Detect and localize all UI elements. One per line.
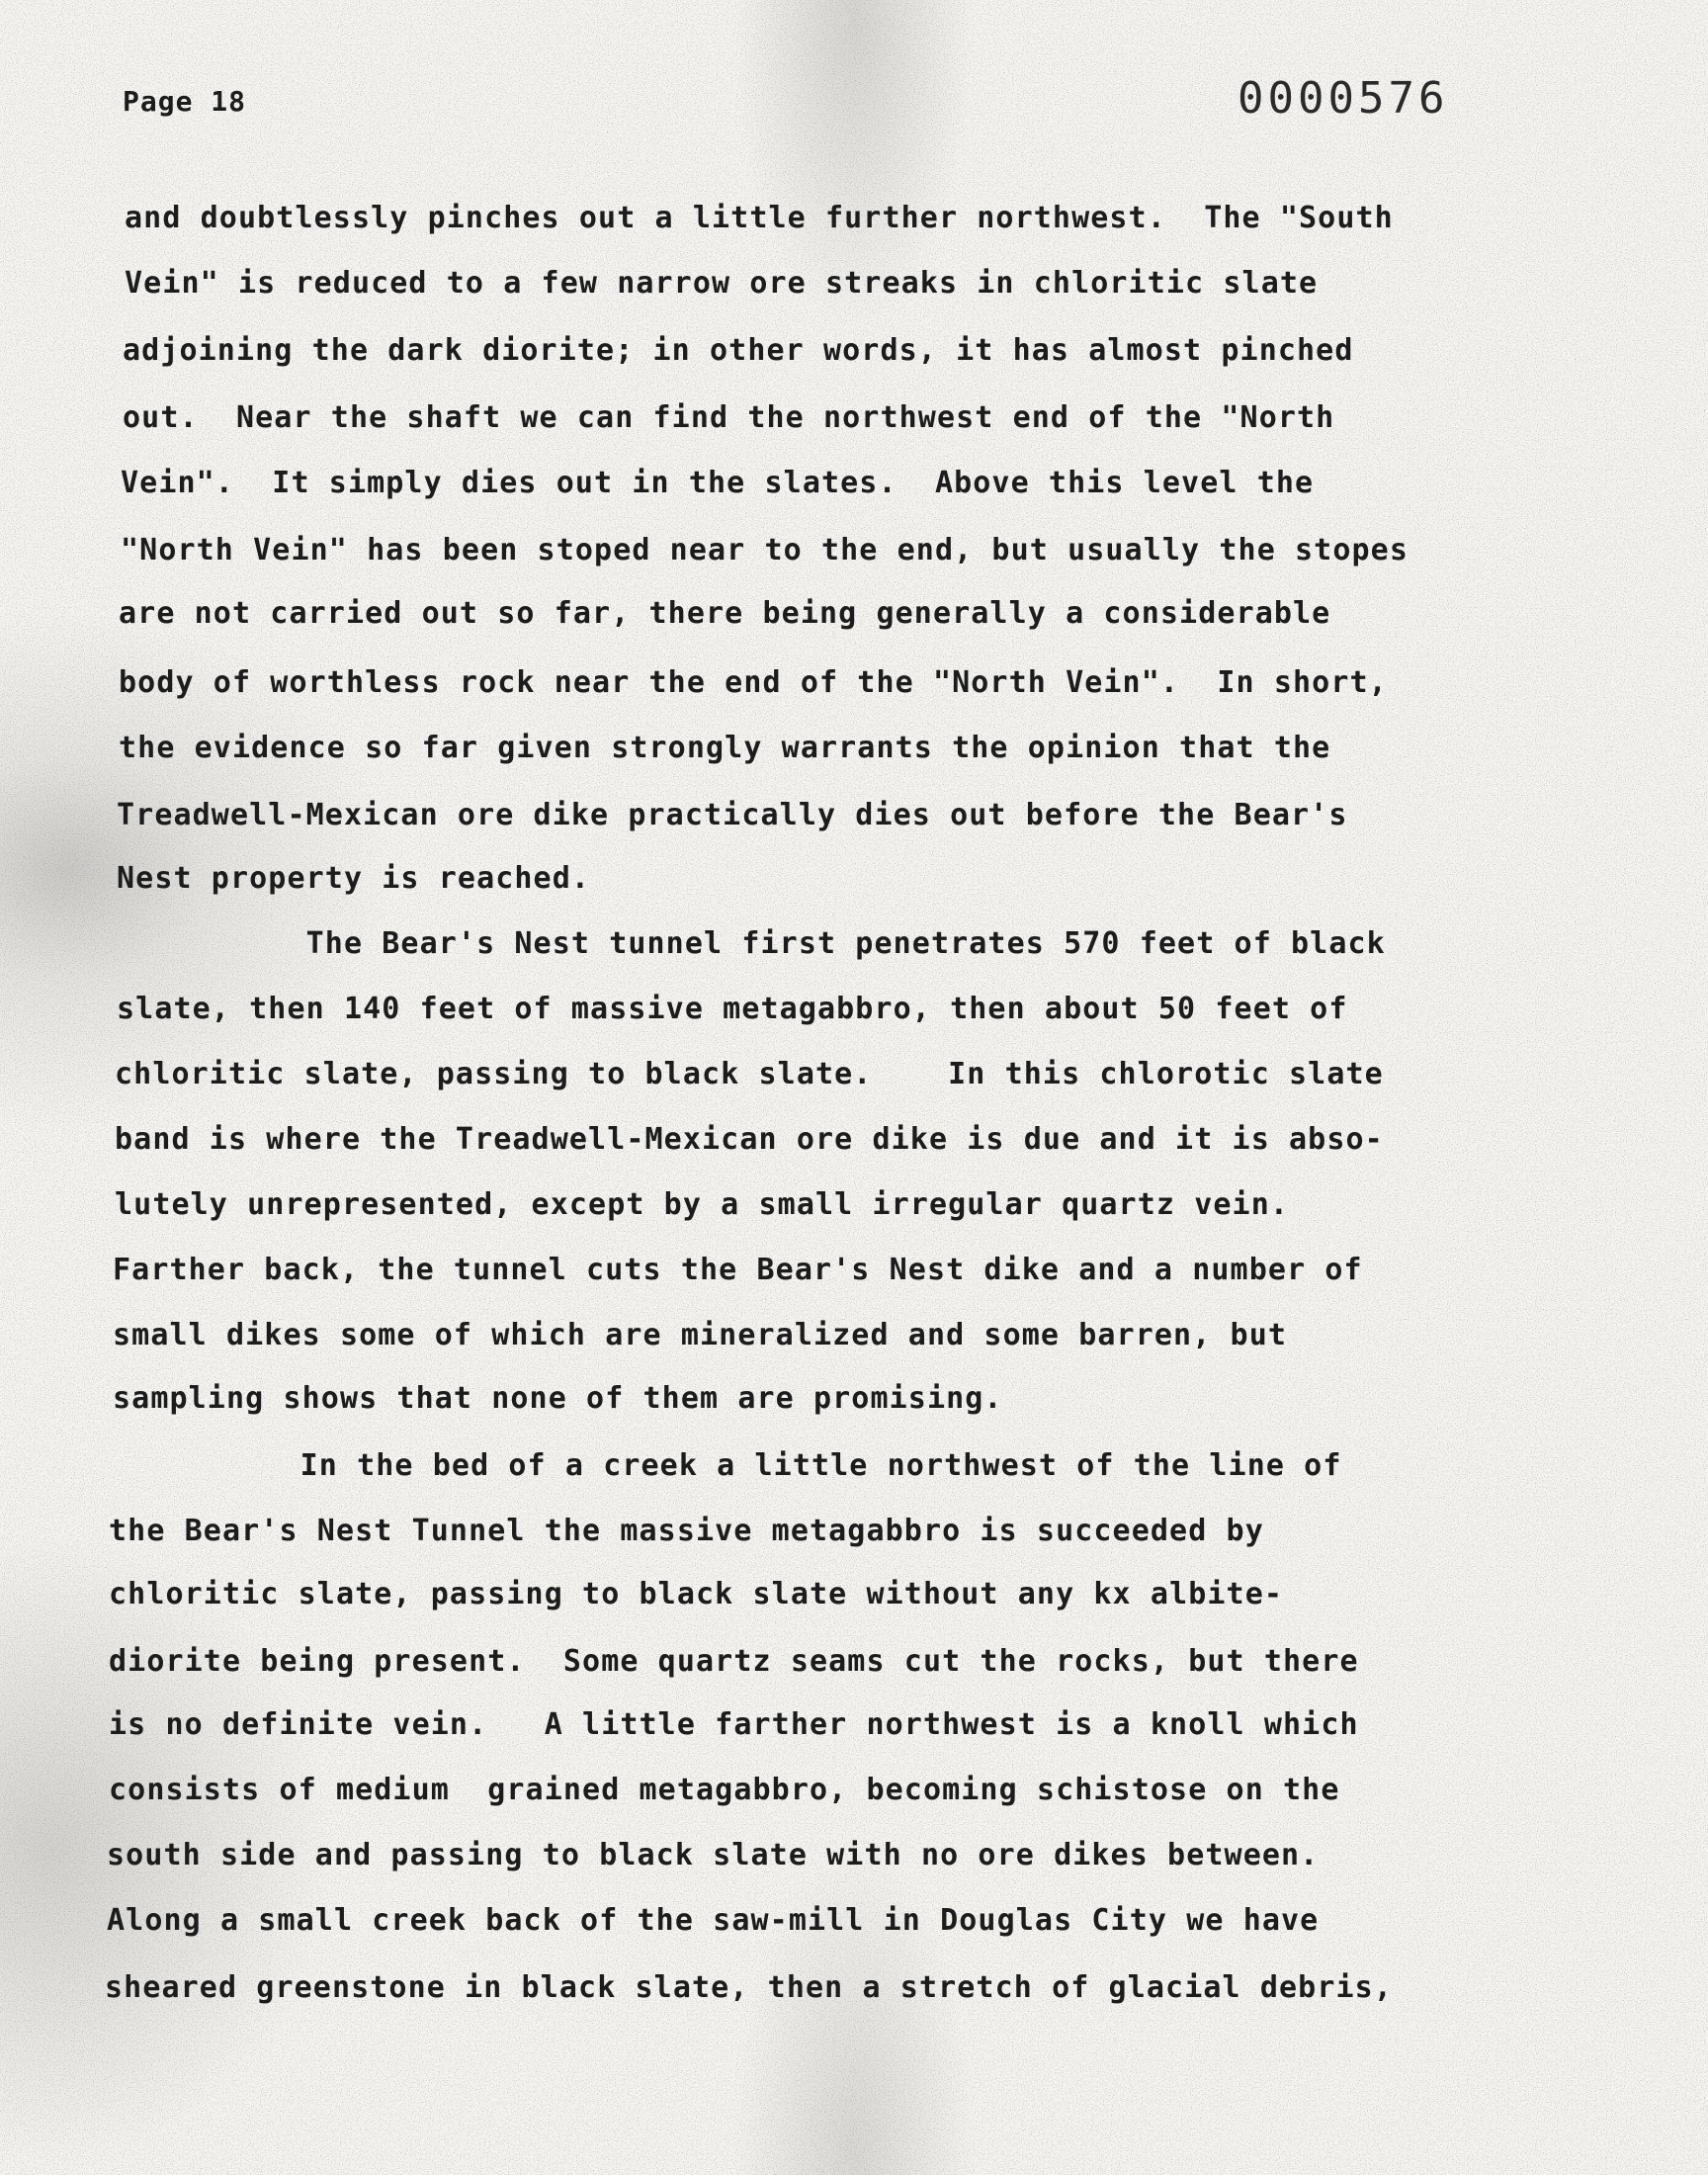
text-line: is no definite vein. A little farther northwest is a knoll which	[109, 1707, 1359, 1742]
text-line: Nest property is reached.	[117, 861, 591, 896]
text-line: Farther back, the tunnel cuts the Bear's Nest dike and a number of	[113, 1253, 1363, 1287]
text-line: and doubtlessly pinches out a little further northwest. The "South	[125, 201, 1394, 235]
text-line: slate, then 140 feet of massive metagabbro, then about 50 feet of	[117, 992, 1348, 1026]
text-line: consists of medium grained metagabbro, becoming schistose on the	[109, 1773, 1340, 1807]
document-id-number: 0000576	[1238, 73, 1449, 124]
text-line: sheared greenstone in black slate, then a stretch of glacial debris,	[105, 1970, 1393, 2005]
text-line: lutely unrepresented, except by a small irregular quartz vein.	[115, 1187, 1290, 1222]
text-line: chloritic slate, passing to black slate without any kx albite-	[109, 1577, 1284, 1611]
text-line: the Bear's Nest Tunnel the massive metagabbro is succeeded by	[109, 1514, 1264, 1548]
text-line: Along a small creek back of the saw-mill in Douglas City we have	[107, 1903, 1320, 1938]
text-line: small dikes some of which are mineralized and some barren, but	[113, 1318, 1288, 1352]
text-line: diorite being present. Some quartz seams cut the rocks, but there	[109, 1644, 1359, 1679]
text-line: Vein" is reduced to a few narrow ore streaks in chloritic slate	[125, 266, 1319, 301]
text-line: In the bed of a creek a little northwest of the line of	[111, 1448, 1342, 1483]
text-line: out. Near the shaft we can find the northwest end of the "North	[123, 400, 1335, 435]
text-line: south side and passing to black slate with no ore dikes between.	[107, 1838, 1320, 1872]
text-line: The Bear's Nest tunnel first penetrates 570 feet of black	[117, 926, 1386, 961]
text-line: are not carried out so far, there being generally a considerable	[119, 596, 1331, 631]
text-line: band is where the Treadwell-Mexican ore dike is due and it is abso-	[115, 1122, 1384, 1157]
text-line: adjoining the dark diorite; in other words, it has almost pinched	[123, 333, 1354, 368]
text-line: Treadwell-Mexican ore dike practically dies out before the Bear's	[117, 798, 1348, 832]
text-line: body of worthless rock near the end of the "North Vein". In short,	[119, 665, 1388, 700]
text-line: the evidence so far given strongly warrants the opinion that the	[119, 731, 1331, 765]
text-line: sampling shows that none of them are promising.	[113, 1381, 1003, 1416]
text-line: chloritic slate, passing to black slate. In this chlorotic slate	[115, 1057, 1384, 1091]
text-line: Vein". It simply dies out in the slates. Above this level the	[121, 466, 1315, 500]
text-line: "North Vein" has been stoped near to the end, but usually the stopes	[121, 533, 1409, 567]
page-number-label: Page 18	[123, 85, 247, 118]
